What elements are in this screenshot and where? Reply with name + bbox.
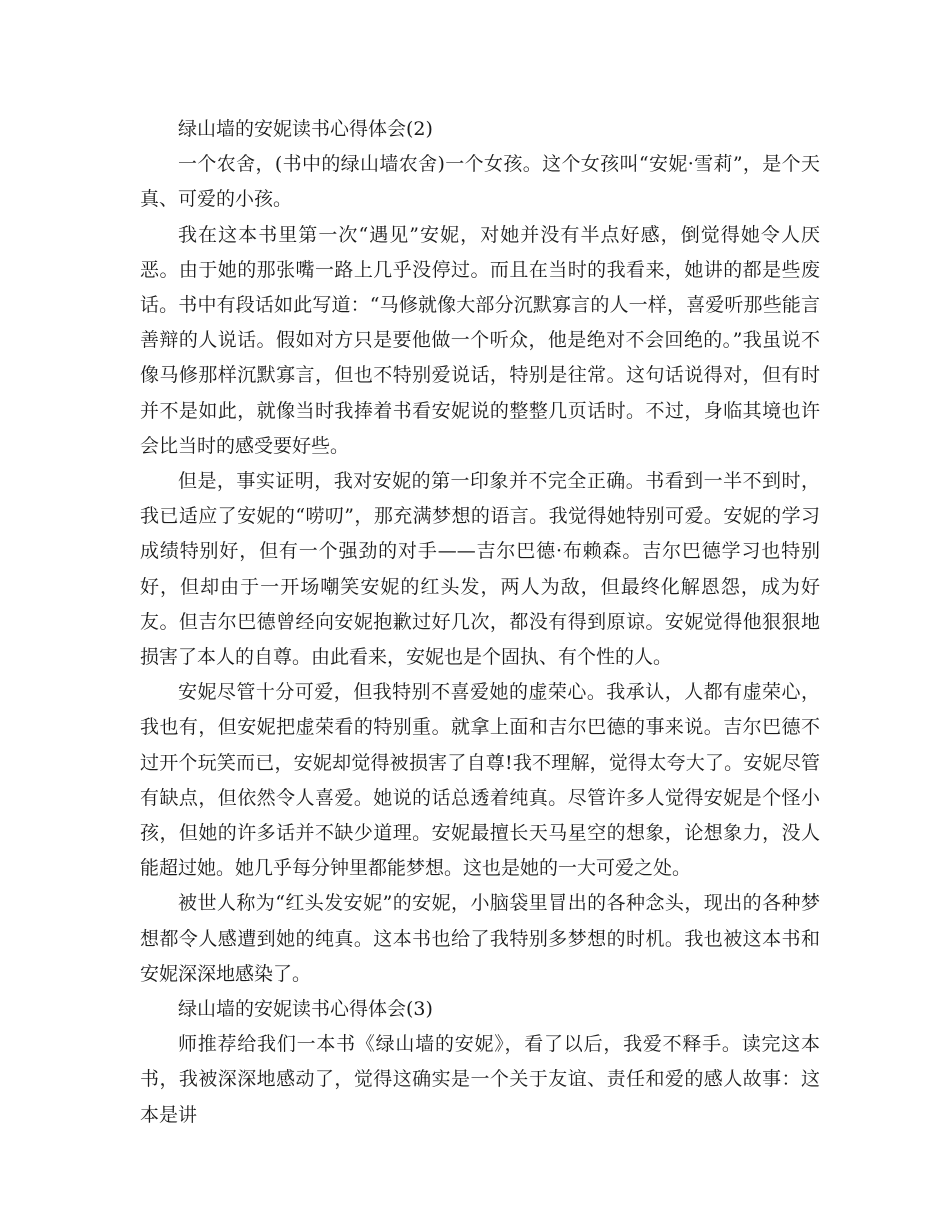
body-paragraph: 一个农舍，(书中的绿山墙农舍)一个女孩。这个女孩叫“安妮·雪莉”，是个天真、可爱的小孩。 <box>140 153 820 211</box>
section-heading: 绿山墙的安妮读书心得体会(3) <box>178 998 433 1021</box>
section-heading: 绿山墙的安妮读书心得体会(2) <box>178 118 433 140</box>
body-paragraph: 安妮尽管十分可爱，但我特别不喜爱她的虚荣心。我承认，人都有虚荣心，我也有，但安妮把虚荣看的特别重。就拿上面和吉尔巴德的事来说。吉尔巴德不过开个玩笑而已，安妮却觉得被损害了自尊!我不理解，觉得太夸大了。安妮尽管有缺点，但依然令人喜爱。她说的话总透着纯真。尽管许多人觉得安妮是个怪小孩，但她的许多话并不缺少道理。安妮最擅长天马星空的想象，论想象力，没人能超过她。她几乎每分钟里都能梦想。这也是她的一大可爱之处。 <box>140 681 820 880</box>
document-body <box>140 112 820 1133</box>
body-paragraph: 但是，事实证明，我对安妮的第一印象并不完全正确。书看到一半不到时，我已适应了安妮的“唠叨”，那充满梦想的语言。我觉得她特别可爱。安妮的学习成绩特别好，但有一个强劲的对手——吉尔巴德·布赖森。吉尔巴德学习也特别好，但却由于一开场嘲笑安妮的红头发，两人为敌，但最终化解恩怨，成为好友。但吉尔巴德曾经向安妮抱歉过好几次，都没有得到原谅。安妮觉得他狠狠地损害了本人的自尊。由此看来，安妮也是个固执、有个性的人。 <box>140 470 820 669</box>
body-paragraph: 师推荐给我们一本书《绿山墙的安妮》，看了以后，我爱不释手。读完这本书，我被深深地感动了，觉得这确实是一个关于友谊、责任和爱的感人故事：这本是讲 <box>140 1033 820 1126</box>
body-paragraph: 我在这本书里第一次“遇见”安妮，对她并没有半点好感，倒觉得她令人厌恶。由于她的那张嘴一路上几乎没停过。而且在当时的我看来，她讲的都是些废话。书中有段话如此写道：“马修就像大部分沉默寡言的人一样，喜爱听那些能言善辩的人说话。假如对方只是要他做一个听众，他是绝对不会回绝的。”我虽说不像马修那样沉默寡言，但也不特别爱说话，特别是往常。这句话说得对，但有时并不是如此，就像当时我捧着书看安妮说的整整几页话时。不过，身临其境也许会比当时的感受要好些。 <box>140 223 820 457</box>
body-paragraph: 被世人称为“红头发安妮”的安妮，小脑袋里冒出的各种念头，现出的各种梦想都令人感遭到她的纯真。这本书也给了我特别多梦想的时机。我也被这本书和安妮深深地感染了。 <box>140 892 820 985</box>
